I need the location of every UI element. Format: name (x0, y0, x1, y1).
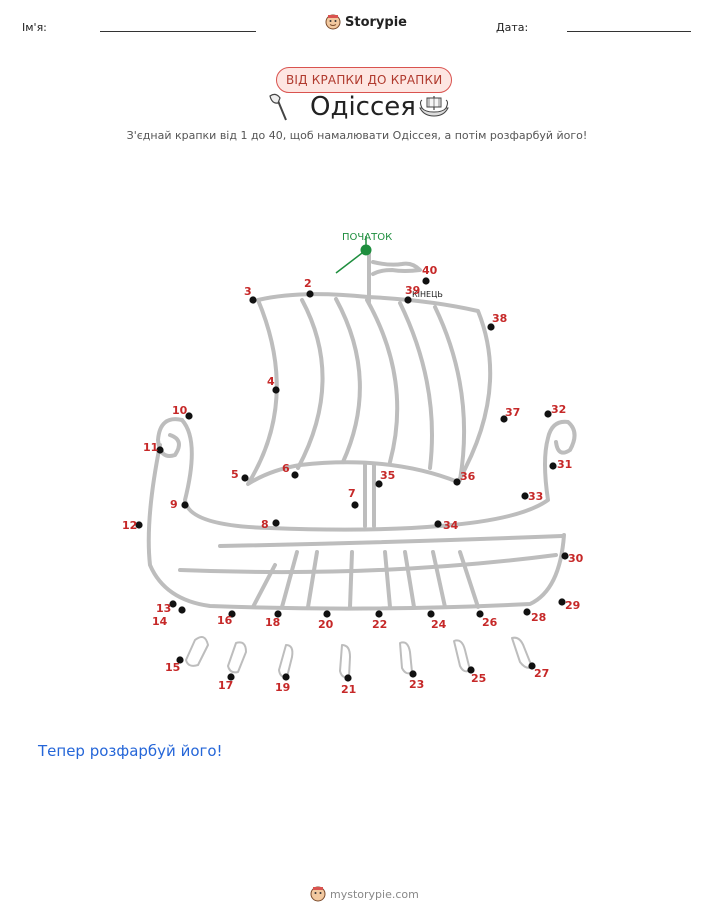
footer (310, 886, 419, 902)
dot-number-33: 33 (528, 490, 544, 503)
date-label: Дата: (496, 21, 529, 34)
dot-number-40: 40 (422, 264, 438, 277)
dot-number-6: 6 (282, 462, 290, 475)
name-label: Ім'я: (22, 21, 47, 34)
ship-outline-art (149, 252, 575, 677)
dot-number-12: 12 (122, 519, 138, 532)
dot-number-26: 26 (482, 616, 498, 629)
dot-number-37: 37 (505, 406, 521, 419)
dot-number-7: 7 (348, 487, 356, 500)
dot-22 (375, 610, 382, 617)
dot-number-4: 4 (267, 375, 275, 388)
dot-number-9: 9 (170, 498, 178, 511)
dot-number-20: 20 (318, 618, 334, 631)
dot-8 (272, 519, 279, 526)
dot-40 (422, 277, 429, 284)
dot-number-22: 22 (372, 618, 388, 631)
dot-number-17: 17 (218, 679, 234, 692)
dot-number-2: 2 (304, 277, 312, 290)
start-arrow-line (336, 250, 366, 273)
end-label: КІНЕЦЬ (412, 290, 443, 299)
dot-number-25: 25 (471, 672, 487, 685)
dot-number-35: 35 (380, 469, 396, 482)
dot-39 (404, 296, 411, 303)
activity-badge: ВІД КРАПКИ ДО КРАПКИ (276, 67, 452, 93)
dot-number-38: 38 (492, 312, 508, 325)
dot-number-24: 24 (431, 618, 447, 631)
dot-number-32: 32 (551, 403, 567, 416)
dot-number-19: 19 (275, 681, 291, 694)
dot-number-36: 36 (460, 470, 476, 483)
dot-21 (344, 674, 351, 681)
dot-number-21: 21 (341, 683, 357, 696)
dot-7 (351, 501, 358, 508)
dot-number-10: 10 (172, 404, 188, 417)
dot-number-13: 13 (156, 602, 172, 615)
dot-number-34: 34 (443, 519, 459, 532)
dot-number-27: 27 (534, 667, 550, 680)
coloring-instruction: Тепер розфарбуй його! (38, 742, 223, 760)
page-title: Одіссея (310, 92, 416, 122)
dot-34 (434, 520, 441, 527)
dot-number-39: 39 (405, 284, 421, 297)
start-label: ПОЧАТОК (342, 232, 393, 243)
page-subtitle: З'єднай крапки від 1 до 40, щоб намалювати Одіссея, а потім розфарбуй його! (126, 129, 588, 142)
dot-number-29: 29 (565, 599, 581, 612)
dot-number-15: 15 (165, 661, 181, 674)
dot-2 (306, 290, 313, 297)
dot-24 (427, 610, 434, 617)
footer-url[interactable]: mystorypie.com (330, 887, 419, 901)
dot-5 (241, 474, 248, 481)
dot-number-8: 8 (261, 518, 269, 531)
dot-number-11: 11 (143, 441, 159, 454)
dot-14 (178, 606, 185, 613)
dot-number-28: 28 (531, 611, 547, 624)
dot-number-5: 5 (231, 468, 239, 481)
dot-19 (282, 673, 289, 680)
dot-number-18: 18 (265, 616, 281, 629)
storypie-mascot-icon (310, 886, 326, 902)
dot-31 (549, 462, 556, 469)
brand-name: Storypie (345, 14, 407, 30)
dot-20 (323, 610, 330, 617)
dot-number-16: 16 (217, 614, 233, 627)
dot-number-14: 14 (152, 615, 168, 628)
dot-number-3: 3 (244, 285, 252, 298)
dot-28 (523, 608, 530, 615)
dot-9 (181, 501, 188, 508)
dot-6 (291, 471, 298, 478)
dot-number-30: 30 (568, 552, 584, 565)
dot-number-23: 23 (409, 678, 425, 691)
dot-number-31: 31 (557, 458, 573, 471)
dot-23 (409, 670, 416, 677)
